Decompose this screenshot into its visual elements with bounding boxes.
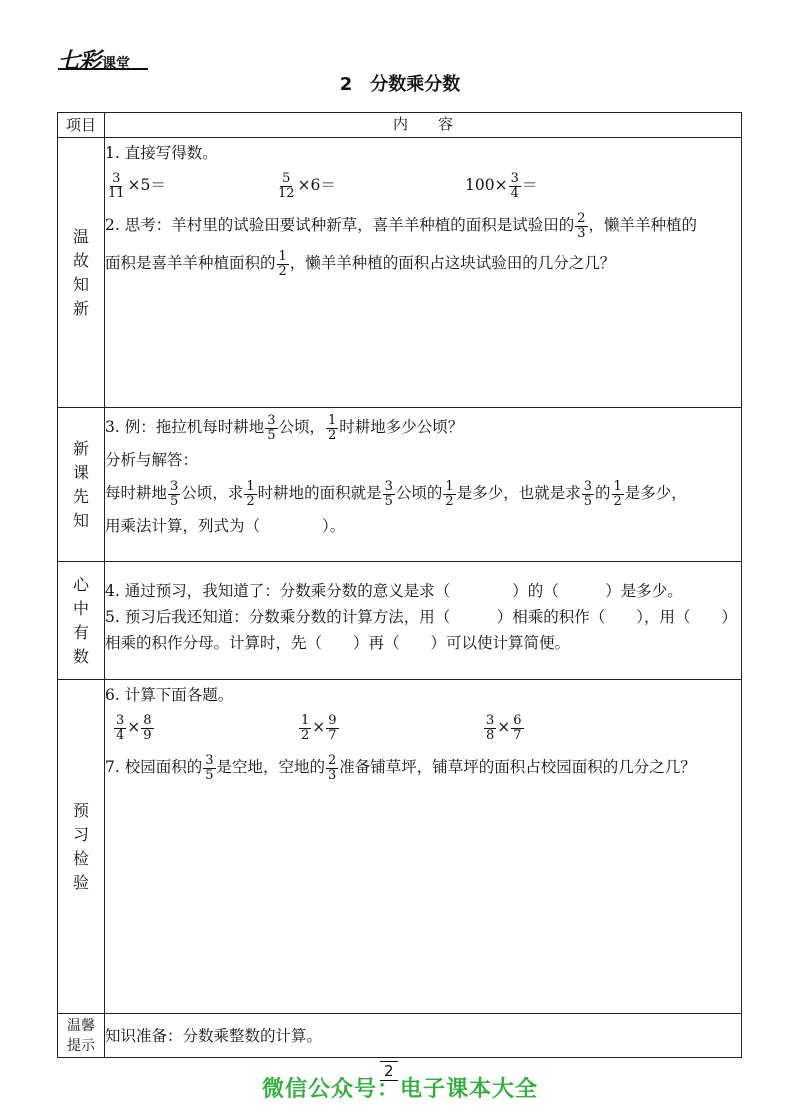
- section-label-mind: 心 中 有 数: [58, 562, 105, 680]
- worksheet-table: [57, 112, 742, 1058]
- q6-expr-2: $\frac{1}{2}$ × $\frac{9}{7}$: [301, 712, 337, 743]
- tip-content: 知识准备：分数乘整数的计算。: [105, 1014, 742, 1058]
- q1-expressions: [105, 168, 741, 202]
- review-content: [105, 138, 742, 408]
- logo-sub: 课堂: [102, 56, 131, 72]
- q1-expr-1: $\frac{3}{11}$ ×5＝: [108, 170, 166, 201]
- q7-text: 7. 校园面积的 $\frac{3}{5}$ 是空地，空地的 $\frac{2}{3}$ 准备铺草坪，铺草坪的面积占校园面积的几分之几？: [105, 752, 696, 783]
- q1-expr-3: 100× $\frac{3}{4}$ ＝: [465, 170, 538, 201]
- q6-expr-1: $\frac{3}{4}$ × $\frac{8}{9}$: [116, 712, 152, 743]
- section-label-check: 预 习 检 验: [58, 680, 105, 1014]
- page-number: 2: [380, 1062, 398, 1080]
- q3-question: 3. 例：拖拉机每时耕地 $\frac{3}{5}$ 公顷， $\frac{1}{2}$ 时耕地多少公顷？: [105, 412, 464, 443]
- q3-analysis-label: 分析与解答：: [105, 451, 199, 469]
- page-title: 2 分数乘分数: [339, 74, 461, 95]
- section-label-tip: 温馨 提示: [58, 1014, 105, 1058]
- q5-line2: 相乘的积作分母。计算时，先（ ）再（ ）可以使计算简便。: [105, 634, 571, 652]
- q6-title: 6. 计算下面各题。: [105, 686, 234, 704]
- logo-main: 七彩: [58, 49, 101, 74]
- section-label-new: 新 课 先 知: [58, 408, 105, 562]
- section-label-review: 温 故 知 新: [58, 138, 105, 408]
- q3-formula-line: 用乘法计算，列式为（ ）。: [105, 517, 346, 535]
- q1-expr-2: $\frac{5}{12}$ ×6＝: [278, 170, 336, 201]
- q6-expressions: [105, 710, 741, 744]
- q1-title: 1. 直接写得数。: [105, 144, 218, 162]
- header-col-item: 项目: [58, 113, 105, 138]
- q5-line1: 5. 预习后我还知道：分数乘分数的计算方法，用（ ）相乘的积作（ ），用（ ）: [105, 608, 737, 626]
- header-col-content: 内 容: [105, 113, 742, 138]
- watermark-text: 微信公众号：电子课本大全: [261, 1077, 538, 1102]
- q4-text: 4. 通过预习，我知道了：分数乘分数的意义是求（ ）的（ ）是多少。: [105, 582, 683, 600]
- check-content: [105, 680, 742, 1014]
- q2-text: 2. 思考：羊村里的试验田要试种新草，喜羊羊种植的面积是试验田的 $\frac{2}{3}$ ，懒羊羊种植的 面积是喜羊羊种植面积的 $\frac{1}{2}$ ，懒羊羊种植的面积占这块试验田的几分之几？: [105, 210, 698, 279]
- q6-expr-3: $\frac{3}{8}$ × $\frac{6}{7}$: [486, 712, 522, 743]
- mind-content: [105, 562, 742, 680]
- new-content: [105, 408, 742, 562]
- q3-analysis: 每时耕地 $\frac{3}{5}$ 公顷，求 $\frac{1}{2}$ 时耕地的面积就是 $\frac{3}{5}$ 公顷的 $\frac{1}{2}$ 是多少，也就是求 $\frac{3}{5}$ 的 $\frac{1}{2}$ 是多少，: [105, 478, 687, 509]
